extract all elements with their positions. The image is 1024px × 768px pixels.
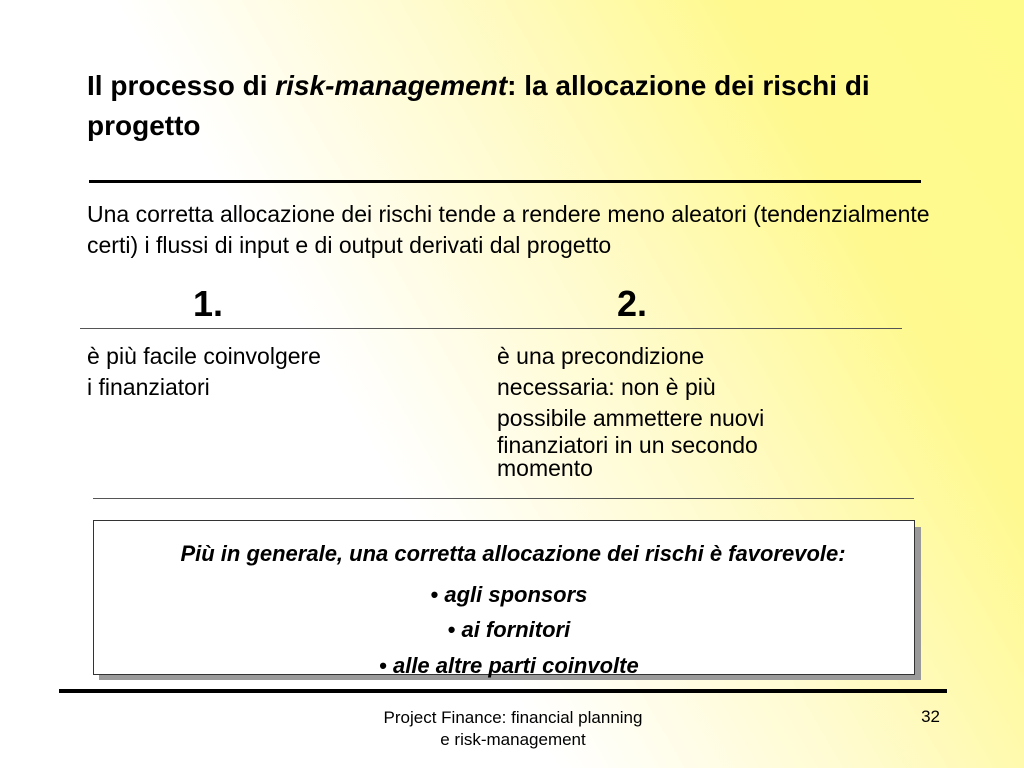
column-2-line: possibile ammettere nuovi xyxy=(497,405,765,431)
title-prefix: Il processo di xyxy=(87,70,276,101)
bullet-text: alle altre parti coinvolte xyxy=(392,653,639,678)
table-bottom-rule xyxy=(93,498,914,499)
footer-rule xyxy=(59,689,947,693)
bullet-icon: • xyxy=(379,653,387,678)
footer-line-2: e risk-management xyxy=(440,730,586,749)
summary-bullet xyxy=(93,617,925,643)
column-2-line: necessaria: non è più xyxy=(497,374,716,400)
page-number: 32 xyxy=(921,707,940,726)
summary-bullet xyxy=(93,653,925,679)
bullet-icon: • xyxy=(447,617,456,642)
column-2-number: 2. xyxy=(617,283,648,324)
column-1-number: 1. xyxy=(193,283,224,324)
column-2-text xyxy=(497,341,857,480)
title-underline xyxy=(89,180,921,183)
footer-text xyxy=(313,707,713,751)
column-1-line: è più facile coinvolgere xyxy=(87,343,321,369)
summary-heading: Più in generale, una corretta allocazione dei rischi è favorevole: xyxy=(180,541,846,566)
bullet-text: agli sponsors xyxy=(444,582,588,607)
column-2-line: momento xyxy=(497,455,593,481)
bullet-text: ai fornitori xyxy=(461,617,571,642)
column-1-line: i finanziatori xyxy=(87,374,210,400)
footer-line-1: Project Finance: financial planning xyxy=(383,708,643,727)
table-top-rule xyxy=(80,328,902,329)
summary-bullet xyxy=(93,582,925,608)
bullet-icon: • xyxy=(430,582,439,607)
column-1-text xyxy=(87,341,447,403)
title-italic: risk-management xyxy=(275,70,508,101)
slide-subtitle: Una corretta allocazione dei rischi tende a rendere meno aleatori (tendenzialmente certi) i flussi di input e di output derivati dal progetto xyxy=(87,201,930,258)
column-2-line: è una precondizione xyxy=(497,343,705,369)
slide-title xyxy=(87,66,937,146)
title-suffix: : la allocazione dei rischi di progetto xyxy=(87,70,870,141)
column-2-line: finanziatori in un secondo xyxy=(497,432,758,458)
